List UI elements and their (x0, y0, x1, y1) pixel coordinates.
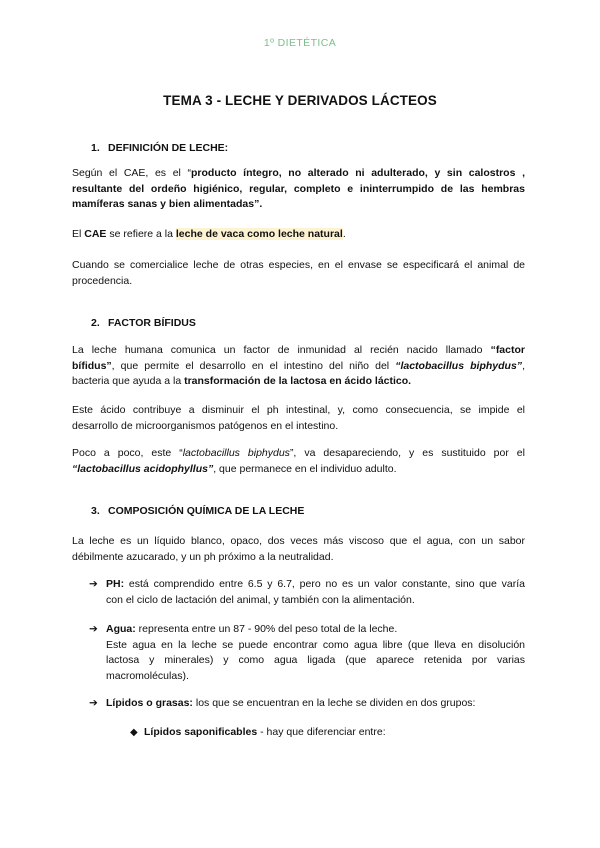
text-run: La leche humana comunica un factor de inmunidad al recién nacido llamado (72, 344, 491, 356)
bullet-ph (89, 577, 525, 608)
page-header: 1º DIETÉTICA (263, 37, 337, 49)
text-line: lactosa y minerales) y como agua ligada (que aparece retenida por varias (106, 654, 525, 666)
section-3-heading (91, 505, 304, 517)
bold-text: producto íntegro, no alterado ni adulterado, y sin calostros , (191, 167, 525, 179)
section-number: 2. (91, 317, 100, 329)
page-title: TEMA 3 - LECHE Y DERIVADOS LÁCTEOS (163, 93, 437, 108)
sub-bullet-saponificables (130, 725, 386, 741)
text-run: está comprendido entre 6.5 y 6.7, pero no es un valor constante, sino que varía (124, 578, 525, 590)
text-line: débilmente azucarado, y un ph próximo a la neutralidad. (72, 550, 334, 563)
other-species-paragraph (72, 258, 525, 289)
definition-paragraph (72, 166, 525, 213)
bold-text: Lípidos o grasas: (106, 697, 193, 709)
text-run: % del peso total de la leche. (265, 623, 398, 635)
section-2-heading (91, 317, 196, 329)
arrow-icon: ➔ (89, 623, 98, 635)
text-run: representa entre un 87 - 90 (135, 623, 266, 635)
bold-italic-text: “lactobacillus biphydus” (395, 359, 523, 372)
bold-text: bífidus” (72, 359, 112, 372)
text-run: , que permanece en el individuo adulto. (213, 462, 397, 475)
replacement-paragraph (72, 446, 525, 477)
cae-paragraph (72, 227, 525, 243)
text-run: se refiere a la (106, 228, 176, 240)
acid-paragraph (72, 403, 525, 434)
section-title: DEFINICIÓN DE LECHE: (108, 142, 229, 154)
text-line: procedencia. (72, 274, 133, 287)
bold-text: “factor (490, 344, 525, 356)
text-run: los que se encuentran en la leche se dividen en dos grupos: (192, 697, 476, 709)
section-1-heading (91, 142, 228, 154)
highlighted-text: leche de vaca como leche natural (175, 228, 343, 240)
italic-text: lactobacillus biphydus (182, 447, 290, 459)
section-title: COMPOSICIÓN QUÍMICA DE LA LECHE (108, 505, 305, 517)
text-run: Poco a poco, este “ (72, 447, 183, 459)
text-run: . (342, 228, 346, 240)
section-number: 3. (91, 505, 100, 517)
text-line: desarrollo de microorganismos patógenos en el intestino. (72, 419, 339, 432)
arrow-icon: ➔ (89, 578, 98, 590)
bold-text: transformación de la lactosa en ácido láctico. (184, 375, 412, 387)
bold-text: resultante del ordeño higiénico, regular, completo e ininterrumpido de las hembras (72, 182, 525, 195)
text-run: Según el CAE, es el “ (72, 167, 192, 179)
text-run: , (522, 359, 525, 372)
bold-text: Lípidos saponificables (144, 726, 258, 738)
section-title: FACTOR BÍFIDUS (108, 317, 196, 329)
bold-text: Agua: (106, 623, 136, 635)
text-line: La leche es un líquido blanco, opaco, dos veces más viscoso que el agua, con un sabor (72, 535, 525, 547)
arrow-icon: ➔ (89, 697, 98, 709)
diamond-icon: ◆ (130, 727, 138, 738)
text-run: El (72, 228, 85, 240)
bold-text: PH: (106, 578, 125, 590)
bullet-agua (89, 622, 525, 684)
text-run: , que permite el desarrollo en el intestino del niño del (111, 359, 396, 372)
bold-text: mamíferas sanas y bien alimentadas”. (72, 198, 263, 210)
bifidus-paragraph (72, 343, 525, 390)
text-run: bacteria que ayuda a la (72, 375, 185, 387)
text-line: con el ciclo de lactación del animal, y también con la alimentación. (106, 593, 415, 606)
text-line: Este ácido contribuye a disminuir el ph intestinal, y, como consecuencia, se impide el (72, 404, 525, 416)
composition-paragraph (72, 534, 525, 565)
text-line: Este agua en la leche se puede encontrar como agua libre (que lleva en disolución (106, 638, 525, 651)
bold-italic-text: “lactobacillus acidophyllus” (72, 462, 214, 475)
bold-text: CAE (84, 228, 107, 240)
text-run: - hay que diferenciar entre: (257, 726, 386, 738)
bullet-lipidos (89, 696, 525, 712)
text-line: macromoléculas). (106, 669, 189, 682)
text-run: ”, va desapareciendo, y es sustituido por el (289, 447, 525, 459)
section-number: 1. (91, 142, 100, 154)
text-line: Cuando se comercialice leche de otras especies, en el envase se especificará el animal de (72, 259, 525, 271)
